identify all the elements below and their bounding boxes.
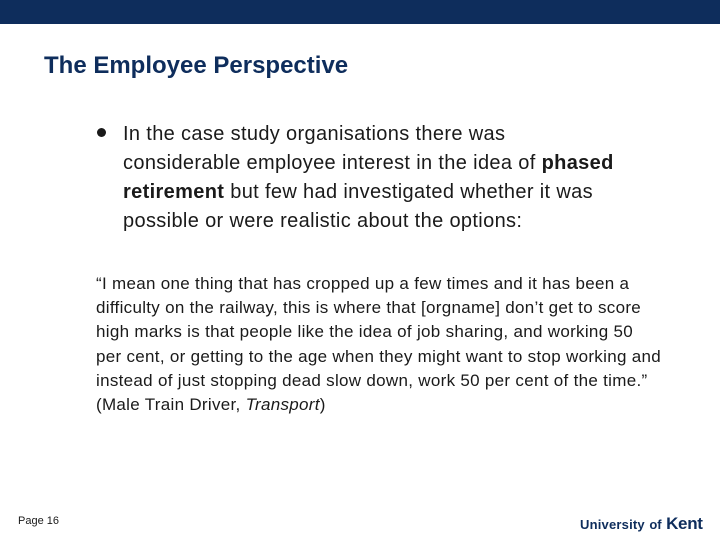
- top-banner: [0, 0, 720, 24]
- quote-attribution-italic: Transport: [245, 395, 320, 415]
- bullet-text-bold: phased retirement: [123, 152, 614, 203]
- bullet-text: [123, 120, 623, 236]
- university-logo: [580, 514, 703, 534]
- logo-kent: Kent: [666, 514, 703, 533]
- quote-attribution-open: (Male Train Driver,: [96, 395, 246, 415]
- page-number: Page 16: [18, 515, 59, 527]
- slide-title: The Employee Perspective: [44, 52, 349, 79]
- logo-university: University: [580, 517, 645, 532]
- bullet-text-before: In the case study organisations there was considerable employee interest in the idea of: [123, 123, 542, 174]
- quote-text: “I mean one thing that has cropped up a few times and it has been a difficulty on the railway, this is where that [orgname] don’t get to score high marks is that people like the idea of job sharing, and working 50 per cent, or getting to the age when they might want to stop working and instead of just stopping dead slow down, work 50 per cent of the time.”: [96, 274, 661, 390]
- quote-block: [96, 272, 661, 417]
- bullet-text-after: but few had investigated whether it was possible or were realistic about the options:: [123, 181, 593, 232]
- quote-attribution-close: ): [319, 395, 326, 415]
- logo-of: of: [649, 517, 662, 532]
- bullet-icon: [97, 128, 106, 137]
